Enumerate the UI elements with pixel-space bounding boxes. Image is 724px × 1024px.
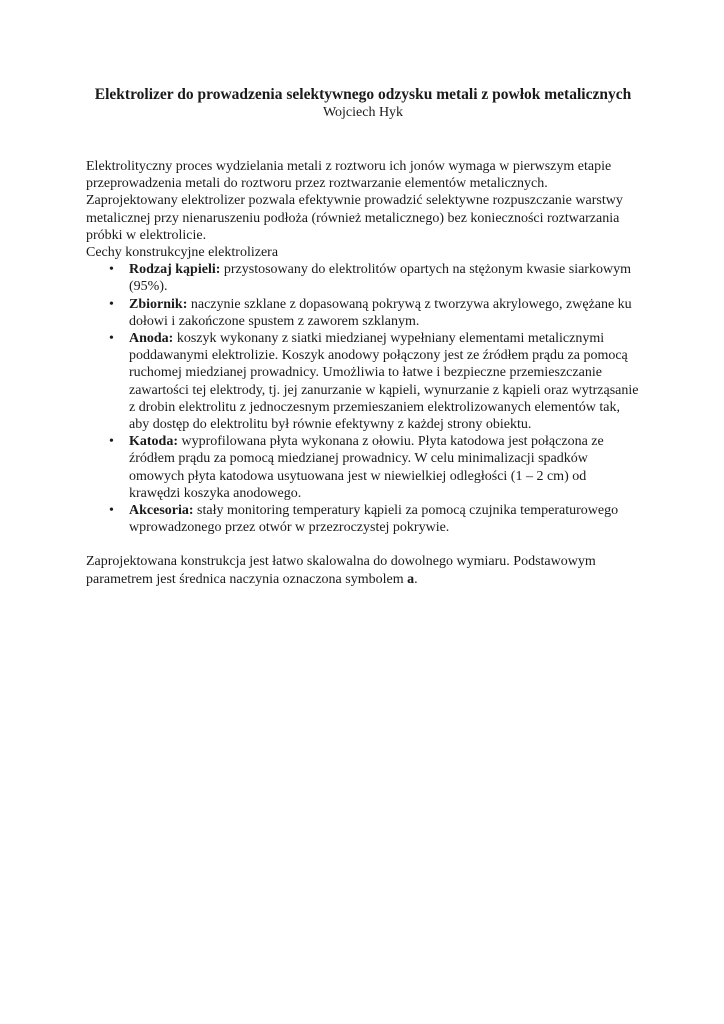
bullet-icon: • [109, 434, 114, 450]
conclusion-text: Zaprojektowana konstrukcja jest łatwo skalowalna do dowolnego wymiaru. Podstawowym parametrem jest średnica naczynia oznaczona symbolem [86, 554, 596, 587]
document-page [86, 86, 640, 588]
features-list [86, 261, 640, 536]
document-title: Elektrolizer do prowadzenia selektywnego odzysku metali z powłok metalicznych [94, 86, 632, 103]
feature-label: Zbiornik: [129, 296, 188, 312]
feature-text: wyprofilowana płyta wykonana z ołowiu. Płyta katodowa jest połączona ze źródłem prądu za pomocą miedzianej prowadnicy. W celu minimalizacji spadków omowych płyta katodowa usytuowana jest w niewielkiej odległości (1 – 2 cm) od krawędzi koszyka anodowego. [129, 434, 604, 501]
feature-text: koszyk wykonany z siatki miedzianej wypełniany elementami metalicznymi poddawanymi elektrolizie. Koszyk anodowy połączony jest ze źródłem prądu za pomocą ruchomej miedzianej prowadnicy. Umożliwia to łatwe i bezpieczne przemieszczanie zawartości tej elektrody, tj. jej zanurzanie w kąpieli, wynurzanie z kąpieli oraz wytrząsanie z drobin elektrolitu z jednoczesnym przemieszaniem elektrolizowanych elementów tak, aby dostęp do elektrolitu był równie efektywny z każdej strony obiektu. [129, 331, 639, 433]
features-heading: Cechy konstrukcyjne elektrolizera [86, 245, 279, 261]
feature-label: Katoda: [129, 434, 178, 450]
feature-item-bath [109, 261, 640, 295]
conclusion-end: . [414, 571, 418, 587]
diameter-symbol: a [407, 571, 415, 587]
feature-text: przystosowany do elektrolitów opartych na stężonym kwasie siarkowym (95%). [129, 262, 631, 295]
feature-label: Rodzaj kąpieli: [129, 262, 221, 278]
feature-item-cathode [109, 433, 640, 502]
document-author: Wojciech Hyk [322, 105, 404, 120]
feature-item-anode [109, 330, 640, 433]
bullet-icon: • [109, 503, 114, 519]
bullet-icon: • [109, 296, 114, 312]
feature-label: Akcesoria: [129, 503, 194, 519]
feature-item-accessories [109, 502, 640, 536]
intro-paragraph: Elektrolityczny proces wydzielania metali z roztworu ich jonów wymaga w pierwszym etapie przeprowadzenia metali do roztworu przez roztwarzanie elementów metalicznych. Zaprojektowany elektrolizer pozwala efektywnie prowadzić selektywne rozpuszczanie warstwy metalicznej przy nienaruszeniu podłoża (również metalicznego) bez konieczności roztwarzania próbki w elektrolicie. [86, 159, 623, 243]
feature-text: naczynie szklane z dopasowaną pokrywą z tworzywa akrylowego, zwężane ku dołowi i zakończone spustem z zaworem szklanym. [129, 296, 632, 329]
feature-text: stały monitoring temperatury kąpieli za pomocą czujnika temperaturowego wprowadzonego przez otwór w przezroczystej pokrywie. [129, 503, 619, 536]
feature-label: Anoda: [129, 331, 174, 347]
feature-item-tank [109, 296, 640, 330]
conclusion-paragraph [86, 553, 640, 587]
bullet-icon: • [109, 331, 114, 347]
bullet-icon: • [109, 262, 114, 278]
